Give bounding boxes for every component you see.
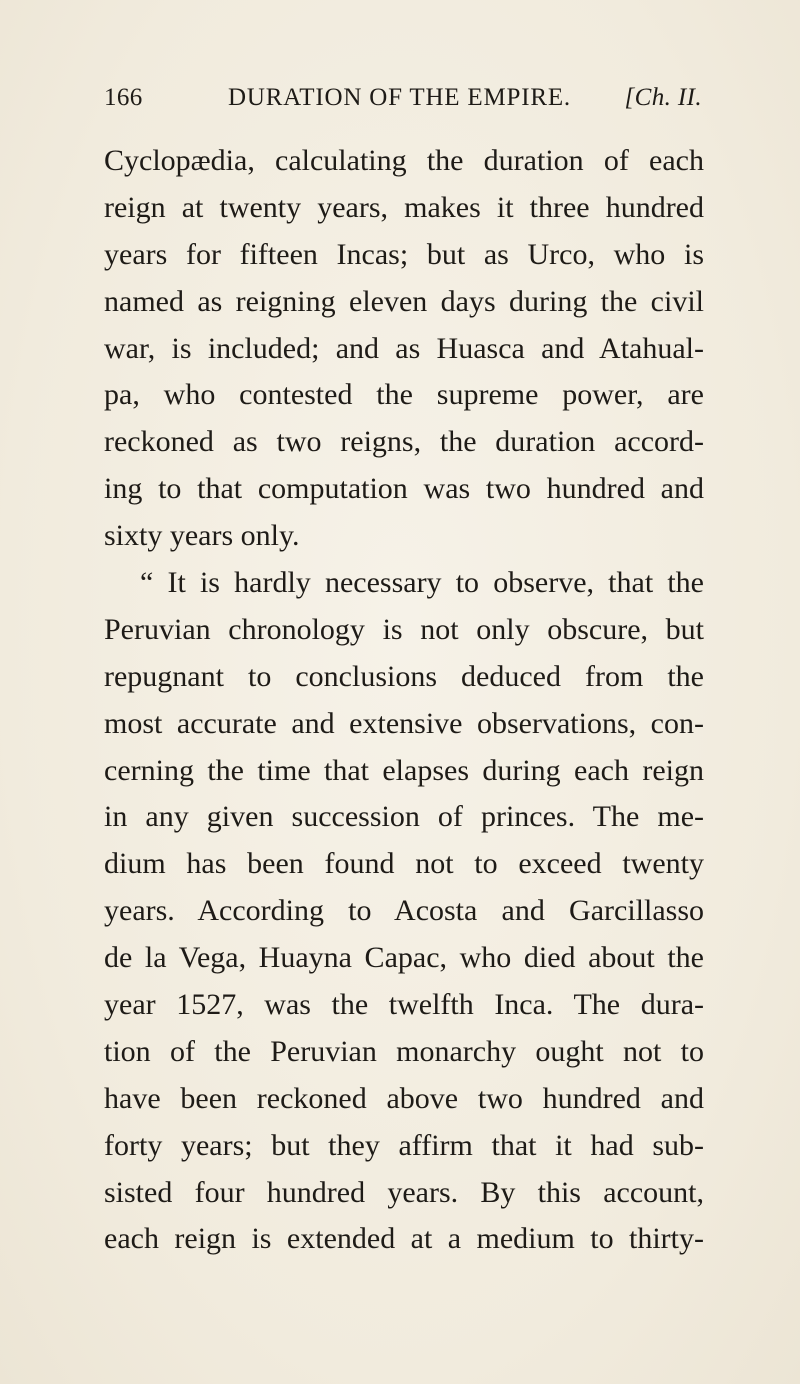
text-line: dium has been found not to exceed twenty xyxy=(104,847,704,881)
paragraph-end-line: sixty years only. xyxy=(104,519,300,553)
text-line: pa, who contested the supreme power, are xyxy=(104,378,704,412)
text-line: reign at twenty years, makes it three hundred xyxy=(104,190,704,224)
page-number: 166 xyxy=(104,84,143,111)
text-line: year 1527, was the twelfth Inca. The dura- xyxy=(104,988,704,1022)
text-line: most accurate and extensive observations, con- xyxy=(104,706,704,740)
text-line: cerning the time that elapses during each reign xyxy=(104,753,704,787)
text-line: war, is included; and as Huasca and Atahual- xyxy=(104,331,704,365)
paragraph-start-line: “ It is hardly necessary to observe, that the xyxy=(140,566,704,600)
text-line: Cyclopædia, calculating the duration of each xyxy=(104,144,704,177)
text-line: named as reigning eleven days during the civil xyxy=(104,284,704,318)
text-line: de la Vega, Huayna Capac, who died about the xyxy=(104,941,704,975)
text-line: each reign is extended at a medium to thirty- xyxy=(104,1222,704,1256)
text-line: forty years; but they affirm that it had sub- xyxy=(104,1128,704,1162)
text-line: years. According to Acosta and Garcillasso xyxy=(104,894,704,928)
text-line: ing to that computation was two hundred and xyxy=(104,472,704,506)
body-text xyxy=(104,138,704,1263)
text-line: sisted four hundred years. By this account, xyxy=(104,1175,704,1209)
text-line: years for fifteen Incas; but as Urco, who is xyxy=(104,237,704,271)
text-line: tion of the Peruvian monarchy ought not to xyxy=(104,1034,704,1068)
text-line: in any given succession of princes. The me- xyxy=(104,800,704,834)
running-title: DURATION OF THE EMPIRE. xyxy=(228,84,571,111)
chapter-reference: [Ch. II. xyxy=(624,84,702,111)
text-line: Peruvian chronology is not only obscure, but xyxy=(104,612,704,646)
text-line: have been reckoned above two hundred and xyxy=(104,1081,704,1115)
text-line: repugnant to conclusions deduced from the xyxy=(104,659,704,693)
page-header xyxy=(104,84,704,124)
text-line: reckoned as two reigns, the duration accord- xyxy=(104,425,704,459)
